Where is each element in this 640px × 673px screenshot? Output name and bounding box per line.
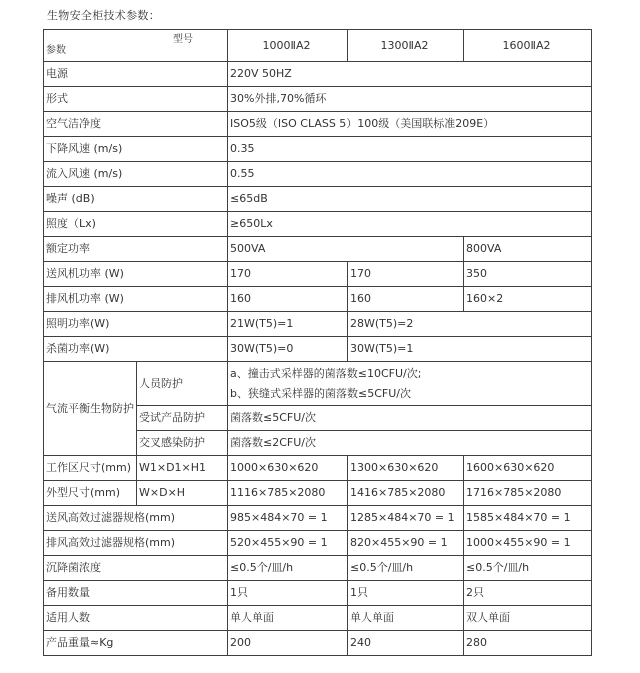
table-row bbox=[44, 581, 592, 606]
row-label: 适用人数 bbox=[44, 606, 228, 631]
airflow-group-label: 气流平衡生物防护 bbox=[44, 362, 137, 456]
row-value: 800VA bbox=[464, 237, 592, 262]
row-label: 备用数量 bbox=[44, 581, 228, 606]
row-value: 200 bbox=[228, 631, 348, 656]
row-value: 160 bbox=[348, 287, 464, 312]
row-value: 1585×484×70 = 1 bbox=[464, 506, 592, 531]
param-label: 参数 bbox=[46, 45, 66, 56]
table-row bbox=[44, 312, 592, 337]
row-value: 280 bbox=[464, 631, 592, 656]
row-value: 350 bbox=[464, 262, 592, 287]
row-value: 1000×455×90 = 1 bbox=[464, 531, 592, 556]
table-row bbox=[44, 162, 592, 187]
row-label: 流入风速 (m/s) bbox=[44, 162, 228, 187]
personal-protection-line-b: b、狭缝式采样器的菌落数≤5CFU/次 bbox=[230, 386, 411, 400]
row-value: 双人单面 bbox=[464, 606, 592, 631]
table-row bbox=[44, 631, 592, 656]
row-value: 单人单面 bbox=[348, 606, 464, 631]
table-row bbox=[44, 212, 592, 237]
row-value: 170 bbox=[228, 262, 348, 287]
row-value: ≥650Lx bbox=[228, 212, 592, 237]
row-value: 30W(T5)=0 bbox=[228, 337, 348, 362]
row-value: 2只 bbox=[464, 581, 592, 606]
header-row bbox=[44, 30, 592, 62]
table-row bbox=[44, 262, 592, 287]
row-value: 160×2 bbox=[464, 287, 592, 312]
row-value: 1300×630×620 bbox=[348, 456, 464, 481]
personal-protection-cell bbox=[228, 362, 592, 406]
row-sublabel: 交叉感染防护 bbox=[137, 431, 228, 456]
row-value: 30W(T5)=1 bbox=[348, 337, 592, 362]
row-value: 菌落数≤2CFU/次 bbox=[228, 431, 592, 456]
table-row bbox=[44, 337, 592, 362]
table-row bbox=[44, 606, 592, 631]
row-value: 820×455×90 = 1 bbox=[348, 531, 464, 556]
row-label: 送风机功率 (W) bbox=[44, 262, 228, 287]
row-value: 28W(T5)=2 bbox=[348, 312, 592, 337]
row-dims: W×D×H bbox=[137, 481, 228, 506]
row-value: 985×484×70 = 1 bbox=[228, 506, 348, 531]
row-value: 160 bbox=[228, 287, 348, 312]
model-1300-header: 1300ⅡA2 bbox=[348, 30, 464, 62]
row-value: 1716×785×2080 bbox=[464, 481, 592, 506]
table-row bbox=[44, 556, 592, 581]
row-label: 额定功率 bbox=[44, 237, 228, 262]
row-value: ≤0.5个/皿/h bbox=[228, 556, 348, 581]
row-sublabel: 人员防护 bbox=[137, 362, 228, 406]
row-value: 0.35 bbox=[228, 137, 592, 162]
row-value: 1416×785×2080 bbox=[348, 481, 464, 506]
table-row bbox=[44, 187, 592, 212]
table-row bbox=[44, 362, 592, 406]
row-label: 排风高效过滤器规格(mm) bbox=[44, 531, 228, 556]
row-value: 1116×785×2080 bbox=[228, 481, 348, 506]
row-value: 220V 50HZ bbox=[228, 62, 592, 87]
table-row bbox=[44, 87, 592, 112]
personal-protection-line-a: a、撞击式采样器的菌落数≤10CFU/次; bbox=[230, 366, 422, 380]
row-label: 排风机功率 (W) bbox=[44, 287, 228, 312]
row-dims: W1×D1×H1 bbox=[137, 456, 228, 481]
row-label: 照度（Lx) bbox=[44, 212, 228, 237]
row-label: 照明功率(W) bbox=[44, 312, 228, 337]
row-value: ≤65dB bbox=[228, 187, 592, 212]
table-row bbox=[44, 481, 592, 506]
table-row bbox=[44, 287, 592, 312]
row-value: 500VA bbox=[228, 237, 464, 262]
row-value: ≤0.5个/皿/h bbox=[464, 556, 592, 581]
row-value: 1600×630×620 bbox=[464, 456, 592, 481]
row-value: ISO5级（ISO CLASS 5）100级（美国联标准209E） bbox=[228, 112, 592, 137]
model-1000-header: 1000ⅡA2 bbox=[228, 30, 348, 62]
table-row bbox=[44, 506, 592, 531]
row-value: 1只 bbox=[228, 581, 348, 606]
row-label: 外型尺寸(mm) bbox=[44, 481, 137, 506]
table-caption: 生物安全柜技术参数： bbox=[47, 9, 160, 22]
row-value: 1285×484×70 = 1 bbox=[348, 506, 464, 531]
row-value: 170 bbox=[348, 262, 464, 287]
table-row bbox=[44, 456, 592, 481]
row-label: 沉降菌浓度 bbox=[44, 556, 228, 581]
row-label: 噪声 (dB) bbox=[44, 187, 228, 212]
row-label: 送风高效过滤器规格(mm) bbox=[44, 506, 228, 531]
row-value: ≤0.5个/皿/h bbox=[348, 556, 464, 581]
row-value: 520×455×90 = 1 bbox=[228, 531, 348, 556]
row-value: 21W(T5)=1 bbox=[228, 312, 348, 337]
row-label: 形式 bbox=[44, 87, 228, 112]
header-corner-cell bbox=[44, 30, 228, 62]
row-label: 产品重量≈Kg bbox=[44, 631, 228, 656]
row-label: 电源 bbox=[44, 62, 228, 87]
table-row bbox=[44, 137, 592, 162]
row-label: 下降风速 (m/s) bbox=[44, 137, 228, 162]
row-value: 30%外排,70%循环 bbox=[228, 87, 592, 112]
row-value: 0.55 bbox=[228, 162, 592, 187]
model-1600-header: 1600ⅡA2 bbox=[464, 30, 592, 62]
table-row bbox=[44, 237, 592, 262]
model-label: 型号 bbox=[173, 34, 193, 45]
table-row bbox=[44, 531, 592, 556]
row-label: 工作区尺寸(mm) bbox=[44, 456, 137, 481]
table-row bbox=[44, 112, 592, 137]
table-row bbox=[44, 62, 592, 87]
row-value: 菌落数≤5CFU/次 bbox=[228, 406, 592, 431]
row-sublabel: 受试产品防护 bbox=[137, 406, 228, 431]
row-value: 240 bbox=[348, 631, 464, 656]
row-label: 杀菌功率(W) bbox=[44, 337, 228, 362]
spec-table bbox=[43, 29, 592, 656]
row-value: 1只 bbox=[348, 581, 464, 606]
row-label: 空气洁净度 bbox=[44, 112, 228, 137]
row-value: 1000×630×620 bbox=[228, 456, 348, 481]
row-value: 单人单面 bbox=[228, 606, 348, 631]
